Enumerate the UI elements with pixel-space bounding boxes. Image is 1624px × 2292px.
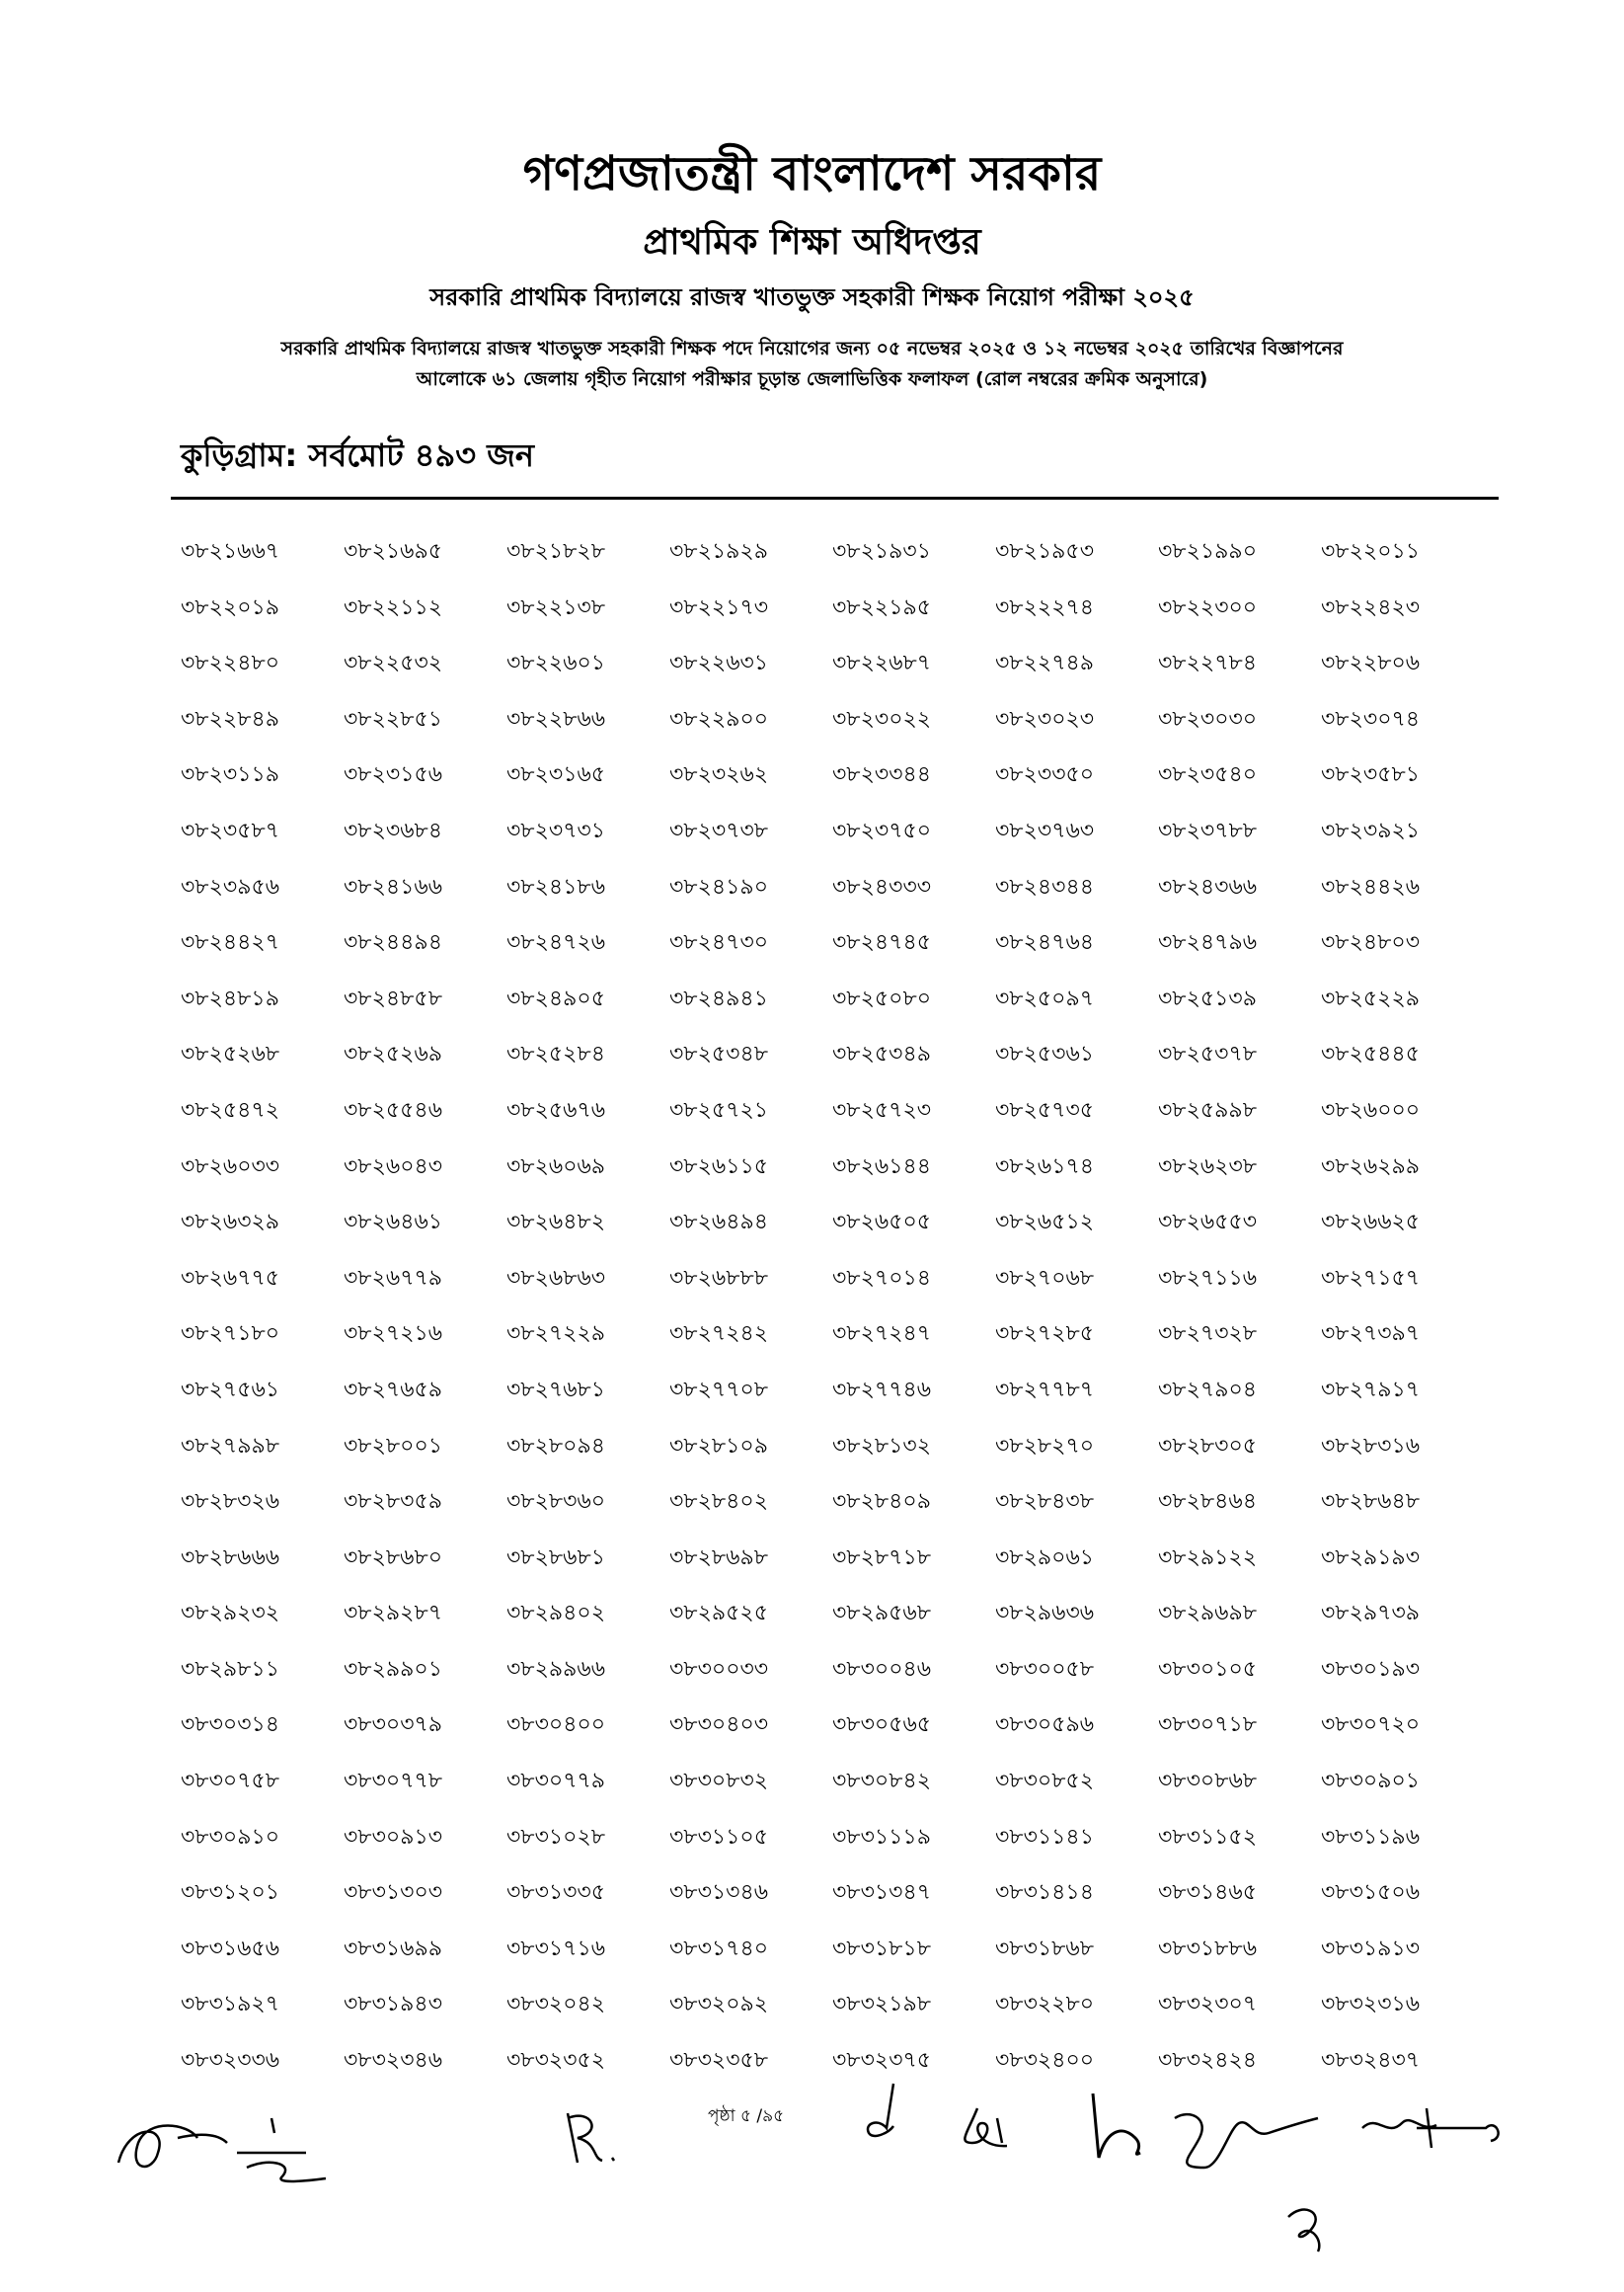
roll-number: ৩৮৩২৩৫৮ (669, 2048, 769, 2074)
roll-number: ৩৮২৭২৪২ (669, 1321, 769, 1347)
roll-number: ৩৮২৬৮৬৩ (506, 1265, 606, 1291)
roll-number: ৩৮২৭০৬৮ (995, 1265, 1095, 1291)
roll-number: ৩৮২৪৭৯৬ (1158, 930, 1258, 956)
roll-number: ৩৮২৬৫০৫ (832, 1210, 932, 1235)
roll-number: ৩৮২৪৮৫৮ (344, 986, 442, 1011)
roll-number: ৩৮২৯০৬১ (995, 1544, 1095, 1570)
roll-number: ৩৮২৪৯০৫ (506, 986, 606, 1011)
roll-number: ৩৮২৭০১৪ (832, 1265, 932, 1291)
roll-number: ৩৮৩১৩৪৭ (832, 1880, 932, 1906)
roll-number: ৩৮২৮১৩২ (832, 1433, 932, 1459)
roll-number: ৩৮২৮০৯৪ (506, 1433, 606, 1459)
roll-number: ৩৮২৪১৯০ (669, 874, 769, 900)
roll-number: ৩৮২৩৭৫০ (832, 818, 932, 843)
roll-number: ৩৮২৪৮১৯ (181, 986, 279, 1011)
roll-number: ৩৮২১৯৯০ (1158, 539, 1258, 564)
result-note (148, 334, 1476, 395)
roll-number: ৩৮২৭৭৮৭ (995, 1377, 1095, 1402)
roll-number: ৩৮২৩৯৫৬ (181, 874, 280, 900)
roll-number: ৩৮২৪৭৩০ (669, 930, 769, 956)
roll-number: ৩৮২৫২৬৮ (181, 1042, 280, 1067)
roll-number: ৩৮২২০১১ (1321, 539, 1421, 564)
roll-number: ৩৮২৮৬৪৮ (1321, 1489, 1421, 1515)
roll-number: ৩৮২১৯২৯ (669, 539, 769, 564)
roll-number: ৩৮২৫৩৪৮ (669, 1042, 769, 1067)
roll-number: ৩৮২৩২৬২ (669, 762, 769, 788)
roll-number: ৩৮২৮১০৯ (669, 1433, 769, 1459)
roll-number: ৩৮২৫৪৭২ (181, 1097, 280, 1123)
roll-number: ৩৮৩১৩৩৫ (506, 1880, 606, 1906)
roll-number: ৩৮৩০১৯৩ (1321, 1656, 1421, 1682)
roll-number: ৩৮২৬৪৮২ (506, 1210, 606, 1235)
roll-number: ৩৮২৬০৬৯ (506, 1153, 606, 1179)
roll-number: ৩৮২২১১২ (344, 594, 443, 620)
roll-number: ৩৮২৩৫৮৭ (181, 818, 280, 843)
roll-number: ৩৮৩২০৯২ (669, 1992, 769, 2017)
roll-number: ৩৮২৭১১৬ (1158, 1265, 1258, 1291)
roll-number: ৩৮২২২৭৪ (995, 594, 1095, 620)
roll-number: ৩৮২৩০৩০ (1158, 706, 1258, 732)
roll-number: ৩৮২৬৫১২ (995, 1210, 1095, 1235)
roll-number: ৩৮৩১১০৫ (669, 1824, 769, 1850)
roll-number: ৩৮২১৯৫৩ (995, 539, 1095, 564)
roll-number: ৩৮৩১৫০৬ (1321, 1880, 1421, 1906)
roll-number: ৩৮৩১২০১ (181, 1880, 280, 1906)
roll-number: ৩৮২৫৬৭৬ (506, 1097, 606, 1123)
roll-number: ৩৮২৬১১৫ (669, 1153, 769, 1179)
roll-number: ৩৮৩০৮৬৮ (1158, 1769, 1258, 1794)
roll-number: ৩৮২২৫৩২ (344, 651, 443, 676)
roll-number: ৩৮৩০৭১৮ (1158, 1712, 1258, 1738)
roll-number: ৩৮২৪৮০৩ (1321, 930, 1421, 956)
roll-number: ৩৮২৪৩৬৬ (1158, 874, 1258, 900)
roll-number: ৩৮৩১১৫২ (1158, 1824, 1258, 1850)
roll-number: ৩৮২৬১৭৪ (995, 1153, 1095, 1179)
roll-number: ৩৮২৩১১৯ (181, 762, 280, 788)
roll-number: ৩৮২৭১৫৭ (1321, 1265, 1421, 1291)
roll-number: ৩৮৩১৭৪০ (669, 1936, 769, 1961)
roll-number: ৩৮২৪৯৪১ (669, 986, 768, 1011)
roll-number: ৩৮৩১৯১৩ (1321, 1936, 1421, 1961)
roll-number: ৩৮২৯৫২৫ (669, 1601, 769, 1626)
roll-number: ৩৮২৫৪৪৫ (1321, 1042, 1420, 1067)
roll-number: ৩৮২৬৪৬১ (344, 1210, 443, 1235)
roll-number: ৩৮৩২৪২৪ (1158, 2048, 1258, 2074)
roll-number: ৩৮৩১৮৮৬ (1158, 1936, 1258, 1961)
roll-number: ৩৮২৪৩৩৩ (832, 874, 932, 900)
roll-number: ৩৮৩০৮৫২ (995, 1769, 1095, 1794)
roll-number: ৩৮২৩০২২ (832, 706, 932, 732)
roll-number-grid (181, 532, 1484, 2097)
roll-number: ৩৮৩১৩৪৬ (669, 1880, 769, 1906)
roll-number: ৩৮২৩৭৩৮ (669, 818, 769, 843)
roll-number: ৩৮৩১১১৯ (832, 1824, 931, 1850)
roll-number: ৩৮২৯৯৬৬ (506, 1656, 606, 1682)
roll-number: ৩৮২৭৭০৮ (669, 1377, 769, 1402)
roll-number: ৩৮২২৬৩১ (669, 651, 769, 676)
roll-number: ৩৮২৬৭৭৫ (181, 1265, 280, 1291)
roll-number: ৩৮২৩০৭৪ (1321, 706, 1421, 732)
roll-number: ৩৮৩০৩১৪ (181, 1712, 280, 1738)
roll-number: ৩৮২৪৭৬৪ (995, 930, 1095, 956)
roll-number: ৩৮২৫০৮০ (832, 986, 932, 1011)
roll-number: ৩৮২৭৩৯৭ (1321, 1321, 1421, 1347)
roll-number: ৩৮২৬৩২৯ (181, 1210, 280, 1235)
roll-number: ৩৮৩১১৪১ (995, 1824, 1094, 1850)
roll-number: ৩৮২২৯০০ (669, 706, 769, 732)
roll-number: ৩৮৩০৯১০ (181, 1824, 280, 1850)
roll-number: ৩৮২২১৩৮ (506, 594, 606, 620)
roll-number: ৩৮২২৮৬৬ (506, 706, 606, 732)
roll-number: ৩৮২৯৬৯৮ (1158, 1601, 1258, 1626)
roll-number: ৩৮২৩৫৪০ (1158, 762, 1258, 788)
roll-number: ৩৮২৬৬২৫ (1321, 1210, 1421, 1235)
signature-7-icon (1278, 2197, 1338, 2256)
roll-number: ৩৮২৭৩২৮ (1158, 1321, 1258, 1347)
roll-number: ৩৮২৯৫৬৮ (832, 1601, 932, 1626)
roll-number: ৩৮২৯১৯৩ (1321, 1544, 1421, 1570)
roll-number: ৩৮২৮৪০২ (669, 1489, 769, 1515)
roll-number: ৩৮২৮৪৬৪ (1158, 1489, 1258, 1515)
roll-number: ৩৮২৯২৮৭ (344, 1601, 443, 1626)
roll-number: ৩৮২৪৪২৭ (181, 930, 280, 956)
roll-number: ৩৮৩০৮৪২ (832, 1769, 932, 1794)
roll-number: ৩৮২৭৬৮১ (506, 1377, 606, 1402)
roll-number: ৩৮২৮৩১৬ (1321, 1433, 1421, 1459)
roll-number: ৩৮৩০৯০১ (1321, 1769, 1421, 1794)
roll-number: ৩৮৩০১০৫ (1158, 1656, 1258, 1682)
roll-number: ৩৮২৭৯১৭ (1321, 1377, 1421, 1402)
roll-number: ৩৮২৬২৩৮ (1158, 1153, 1258, 1179)
roll-number: ৩৮৩১৬৯৯ (344, 1936, 443, 1961)
roll-number: ৩৮২৪৪৯৪ (344, 930, 442, 956)
roll-number: ৩৮২৯৮১১ (181, 1656, 279, 1682)
roll-number: ৩৮৩২৪০০ (995, 2048, 1095, 2074)
roll-number: ৩৮৩১৯৪৩ (344, 1992, 443, 2017)
roll-number: ৩৮৩১৩০৩ (344, 1880, 443, 1906)
roll-number: ৩৮২৫২৮৪ (506, 1042, 606, 1067)
roll-number: ৩৮২৭৭৪৬ (832, 1377, 932, 1402)
roll-number: ৩৮২৫৩৬১ (995, 1042, 1095, 1067)
roll-number: ৩৮২২৮৫১ (344, 706, 443, 732)
roll-number: ৩৮২৭২৪৭ (832, 1321, 932, 1347)
roll-number: ৩৮৩১৪৬৫ (1158, 1880, 1258, 1906)
roll-number: ৩৮২৫৩৭৮ (1158, 1042, 1258, 1067)
roll-number: ৩৮৩০০৫৮ (995, 1656, 1095, 1682)
roll-number: ৩৮২৩৭৬৩ (995, 818, 1095, 843)
roll-number: ৩৮২৬০৩৩ (181, 1153, 280, 1179)
roll-number: ৩৮২২৩০০ (1158, 594, 1258, 620)
roll-number: ৩৮২৯২৩২ (181, 1601, 280, 1626)
roll-number: ৩৮২৫৭২১ (669, 1097, 769, 1123)
roll-number: ৩৮২৯৪০২ (506, 1601, 606, 1626)
roll-number: ৩৮২৪৩৪৪ (995, 874, 1095, 900)
district-heading: কুড়িগ্রাম: সর্বমোট ৪৯৩ জন (181, 436, 534, 474)
result-note-line-2: আলোকে ৬১ জেলায় গৃহীত নিয়োগ পরীক্ষার চূড়ান্ত জেলাভিত্তিক ফলাফল (রোল নম্বরের ক্রমিক অনুসারে) (416, 368, 1208, 390)
roll-number: ৩৮২৬০৪৩ (344, 1153, 443, 1179)
roll-number: ৩৮২৭২১৬ (344, 1321, 443, 1347)
roll-number: ৩৮২৭১৮০ (181, 1321, 280, 1347)
exam-title: সরকারি প্রাথমিক বিদ্যালয়ে রাজস্ব খাতভুক্ত সহকারী শিক্ষক নিয়োগ পরীক্ষা ২০২৫ (429, 283, 1195, 311)
roll-number: ৩৮২১৬৬৭ (181, 539, 280, 564)
roll-number: ৩৮২৩৩৫০ (995, 762, 1095, 788)
roll-number: ৩৮২৭৯৯৮ (181, 1433, 280, 1459)
signature-3-icon (849, 2079, 908, 2148)
roll-number: ৩৮২৫০৯৭ (995, 986, 1095, 1011)
roll-number: ৩৮২৫৭২৩ (832, 1097, 932, 1123)
roll-number: ৩৮২৫৭৩৫ (995, 1097, 1095, 1123)
roll-number: ৩৮২৬২৯৯ (1321, 1153, 1421, 1179)
roll-number: ৩৮২৮৬৯৮ (669, 1544, 769, 1570)
roll-number: ৩৮৩০৯১৩ (344, 1824, 443, 1850)
roll-number: ৩৮২৩৩৪৪ (832, 762, 932, 788)
roll-number: ৩৮২২৪৮০ (181, 651, 280, 676)
roll-number: ৩৮২৮০০১ (344, 1433, 443, 1459)
roll-number: ৩৮২৩৬৮৪ (344, 818, 443, 843)
roll-number: ৩৮২৯৬৩৬ (995, 1601, 1095, 1626)
roll-number: ৩৮২৬৫৫৩ (1158, 1210, 1258, 1235)
department-title: প্রাথমিক শিক্ষা অধিদপ্তর (643, 222, 981, 263)
roll-number: ৩৮২২১৯৫ (832, 594, 932, 620)
roll-number: ৩৮২৮৪৩৮ (995, 1489, 1095, 1515)
roll-number: ৩৮২১৮২৮ (506, 539, 606, 564)
roll-number: ৩৮২৩৫৮১ (1321, 762, 1421, 788)
roll-number: ৩৮২৫৩৪৯ (832, 1042, 932, 1067)
roll-number: ৩৮২২৭৮৪ (1158, 651, 1258, 676)
roll-number: ৩৮২৯৯০১ (344, 1656, 443, 1682)
roll-number: ৩৮২৪৭৪৫ (832, 930, 932, 956)
roll-number: ৩৮২২৬০১ (506, 651, 606, 676)
roll-number: ৩৮৩১৭১৬ (506, 1936, 606, 1961)
page-number: পৃষ্ঠা ৫ /৯৫ (708, 2106, 785, 2126)
roll-number: ৩৮৩০৭৫৮ (181, 1769, 280, 1794)
roll-number: ৩৮২২১৭৩ (669, 594, 769, 620)
roll-number: ৩৮৩২৩১৬ (1321, 1992, 1421, 2017)
roll-number: ৩৮২৪১৬৬ (344, 874, 443, 900)
roll-number: ৩৮৩২৩৪৬ (344, 2048, 443, 2074)
roll-number: ৩৮২২৮০৬ (1321, 651, 1421, 676)
roll-number: ৩৮২৯৭৩৯ (1321, 1601, 1421, 1626)
roll-number: ৩৮৩০৪০০ (506, 1712, 606, 1738)
roll-number: ৩৮২৪১৮৬ (506, 874, 606, 900)
government-title: গণপ্রজাতন্ত্রী বাংলাদেশ সরকার (522, 146, 1102, 201)
roll-number: ৩৮২৪৭২৬ (506, 930, 606, 956)
roll-number: ৩৮৩০৩৭৯ (344, 1712, 443, 1738)
roll-number: ৩৮২৮৬৮০ (344, 1544, 443, 1570)
roll-number: ৩৮২৬১৪৪ (832, 1153, 932, 1179)
roll-number: ৩৮৩০৪০৩ (669, 1712, 769, 1738)
roll-number: ৩৮২৮৩২৬ (181, 1489, 280, 1515)
roll-number: ৩৮৩০৫৯৬ (995, 1712, 1095, 1738)
roll-number: ৩৮৩১৬৫৬ (181, 1936, 280, 1961)
roll-number: ৩৮২৮৬৬৬ (181, 1544, 280, 1570)
roll-number: ৩৮২৭২২৯ (506, 1321, 606, 1347)
roll-number: ৩৮৩২৩৭৫ (832, 2048, 932, 2074)
roll-number: ৩৮২৯১২২ (1158, 1544, 1258, 1570)
roll-number: ৩৮২২০১৯ (181, 594, 280, 620)
roll-number: ৩৮২৩৯২১ (1321, 818, 1421, 843)
roll-number: ৩৮২৬৭৭৯ (344, 1265, 443, 1291)
signature-5-icon (1081, 2079, 1328, 2187)
roll-number: ৩৮২৭৯০৪ (1158, 1377, 1258, 1402)
signature-6-icon (1357, 2103, 1506, 2153)
roll-number: ৩৮৩২৪৩৭ (1321, 2048, 1421, 2074)
roll-number: ৩৮২৩০২৩ (995, 706, 1095, 732)
roll-number: ৩৮২৩৭৩১ (506, 818, 606, 843)
roll-number: ৩৮৩০৭৭৯ (506, 1769, 606, 1794)
roll-number: ৩৮৩১০২৮ (506, 1824, 606, 1850)
heading-divider (171, 497, 1499, 500)
roll-number: ৩৮৩০০৩৩ (669, 1656, 769, 1682)
roll-number: ৩৮২৮৭১৮ (832, 1544, 932, 1570)
roll-number: ৩৮২৭২৮৫ (995, 1321, 1095, 1347)
roll-number: ৩৮২৩১৫৬ (344, 762, 443, 788)
roll-number: ৩৮২৮৬৮১ (506, 1544, 606, 1570)
roll-number: ৩৮২২৬৮৭ (832, 651, 932, 676)
roll-number: ৩৮৩২৩৫২ (506, 2048, 606, 2074)
roll-number: ৩৮৩২৩৩৬ (181, 2048, 280, 2074)
roll-number: ৩৮৩১৮৬৮ (995, 1936, 1095, 1961)
roll-number: ৩৮৩০৭৭৮ (344, 1769, 443, 1794)
roll-number: ৩৮২২৪২৩ (1321, 594, 1421, 620)
result-note-line-1: সরকারি প্রাথমিক বিদ্যালয়ে রাজস্ব খাতভুক্ত সহকারী শিক্ষক পদে নিয়োগের জন্য ০৫ নভেম্বর ২০২৫ ও ১২ নভেম্বর ২০২৫ তারিখের বিজ্ঞাপনের (280, 338, 1344, 359)
roll-number: ৩৮৩১৮১৮ (832, 1936, 931, 1961)
roll-number: ৩৮২১৯৩১ (832, 539, 932, 564)
signature-2-icon (553, 2103, 642, 2173)
signature-4-icon (948, 2098, 1027, 2158)
roll-number: ৩৮২১৬৯৫ (344, 539, 443, 564)
roll-number: ৩৮২৫২৬৯ (344, 1042, 443, 1067)
roll-number: ৩৮৩১৯২৭ (181, 1992, 280, 2017)
roll-number: ৩৮২৭৫৬১ (181, 1377, 280, 1402)
roll-number: ৩৮২৫২২৯ (1321, 986, 1421, 1011)
roll-number: ৩৮৩২১৯৮ (832, 1992, 932, 2017)
roll-number: ৩৮৩২৩০৭ (1158, 1992, 1258, 2017)
roll-number: ৩৮২৮৩০৫ (1158, 1433, 1258, 1459)
roll-number: ৩৮২৬৪৯৪ (669, 1210, 769, 1235)
roll-number: ৩৮২৫১৩৯ (1158, 986, 1258, 1011)
roll-number: ৩৮২২৭৪৯ (995, 651, 1095, 676)
roll-number: ৩৮২২৮৪৯ (181, 706, 280, 732)
roll-number: ৩৮২৮৩৫৯ (344, 1489, 443, 1515)
roll-number: ৩৮২৪৪২৬ (1321, 874, 1421, 900)
roll-number: ৩৮৩০০৪৬ (832, 1656, 932, 1682)
roll-number: ৩৮৩০৮৩২ (669, 1769, 769, 1794)
roll-number: ৩৮২৬০০০ (1321, 1097, 1421, 1123)
roll-number: ৩৮২৩১৬৫ (506, 762, 606, 788)
roll-number: ৩৮২৮২৭০ (995, 1433, 1095, 1459)
roll-number: ৩৮২৮৩৬০ (506, 1489, 606, 1515)
roll-number: ৩৮২৬৮৮৮ (669, 1265, 769, 1291)
roll-number: ৩৮৩০৭২০ (1321, 1712, 1421, 1738)
roll-number: ৩৮৩১৪১৪ (995, 1880, 1094, 1906)
roll-number: ৩৮৩২২৮০ (995, 1992, 1095, 2017)
roll-number: ৩৮৩২০৪২ (506, 1992, 606, 2017)
roll-number: ৩৮২৫৫৪৬ (344, 1097, 443, 1123)
roll-number: ৩৮৩১১৯৬ (1321, 1824, 1421, 1850)
roll-number: ৩৮২৩৭৮৮ (1158, 818, 1258, 843)
roll-number: ৩৮৩০৫৬৫ (832, 1712, 932, 1738)
roll-number: ৩৮২৫৯৯৮ (1158, 1097, 1257, 1123)
roll-number: ৩৮২৮৪০৯ (832, 1489, 932, 1515)
roll-number: ৩৮২৭৬৫৯ (344, 1377, 443, 1402)
signature-1-icon (109, 2084, 336, 2192)
